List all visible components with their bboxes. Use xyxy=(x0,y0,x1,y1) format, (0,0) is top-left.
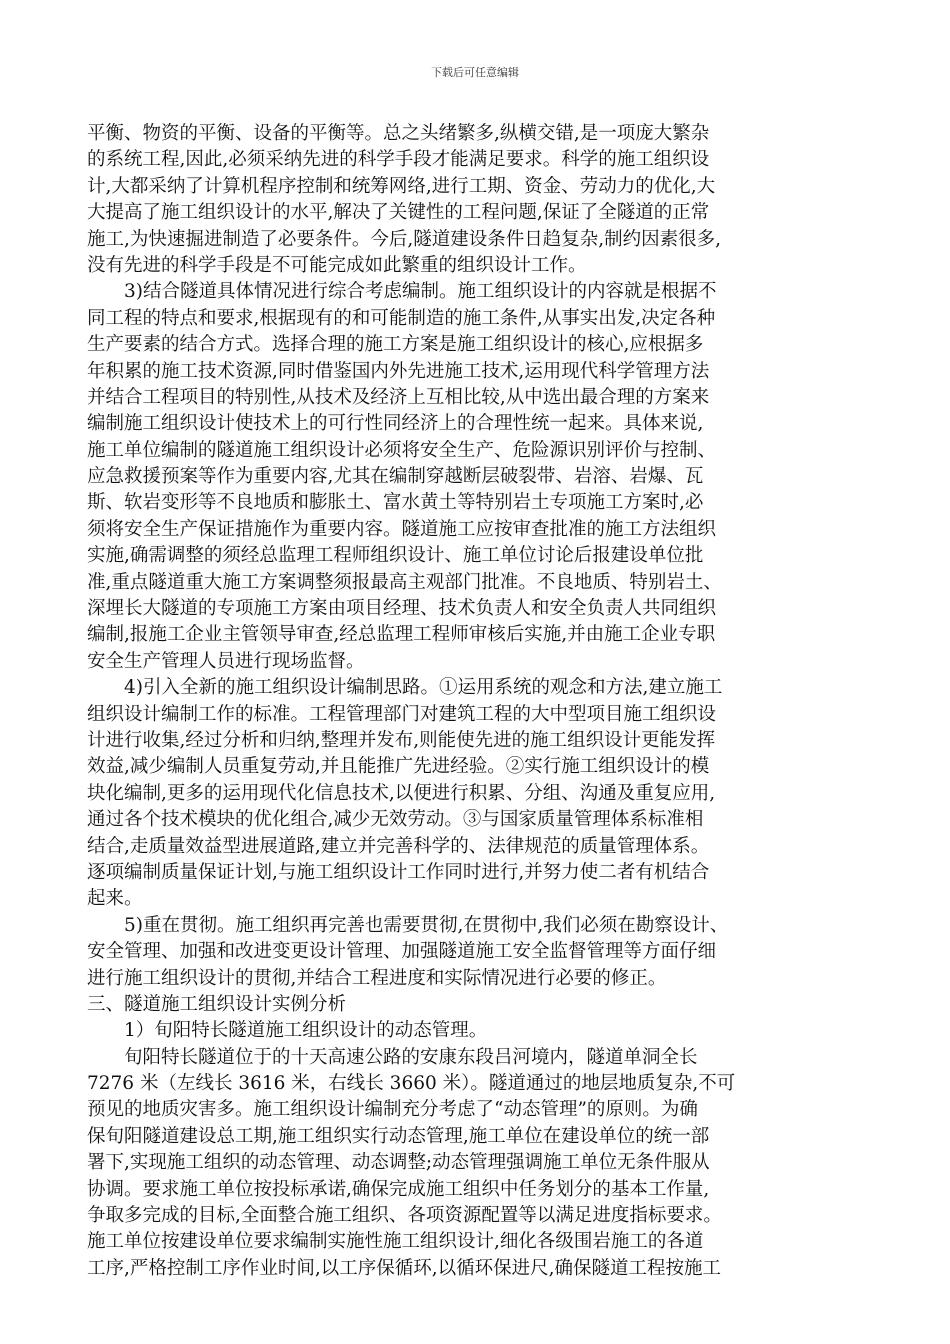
text-line: 保旬阳隧道建设总工期,施工组织实行动态管理,施工单位在建设单位的统一部 xyxy=(87,1125,710,1147)
text-line: 大提高了施工组织设计的水平,解决了关键性的工程问题,保证了全隧道的正常 xyxy=(87,202,710,224)
text-line: 安全生产管理人员进行现场监督。 xyxy=(87,650,365,672)
text-line: 计进行收集,经过分析和归纳,整理并发布,则能使先进的施工组织设计更能发挥 xyxy=(87,729,716,751)
text-line: 安全管理、加强和改进变更设计管理、加强隧道施工安全监督管理等方面仔细 xyxy=(87,941,717,963)
text-line: 1）旬阳特长隧道施工组织设计的动态管理。 xyxy=(124,1020,488,1042)
text-line: 5)重在贯彻。施工组织再完善也需要贯彻,在贯彻中,我们必须在勘察设计、 xyxy=(124,914,729,936)
text-line: 7276 米（左线长 3616 米，右线长 3660 米）。隧道通过的地层地质复杂,不可 xyxy=(87,1073,736,1095)
text-line: 进行施工组织设计的贯彻,并结合工程进度和实际情况进行必要的修正。 xyxy=(87,967,667,989)
document-body xyxy=(87,121,853,1282)
text-line: 工序,严格控制工序作业时间,以工序保循环,以循环保进尺,确保隧道工程按施工 xyxy=(87,1257,722,1279)
text-line: 块化编制,更多的运用现代化信息技术,以便进行积累、分组、沟通及重复应用, xyxy=(87,782,716,804)
text-line: 同工程的特点和要求,根据现有的和可能制造的施工条件,从事实出发,决定各种 xyxy=(87,307,716,329)
text-line: 没有先进的科学手段是不可能完成如此繁重的组织设计工作。 xyxy=(87,254,587,276)
text-line: 3)结合隧道具体情况进行综合考虑编制。施工组织设计的内容就是根据不 xyxy=(124,281,717,303)
text-line: 预见的地质灾害多。施工组织设计编制充分考虑了“动态管理”的原则。为确 xyxy=(87,1099,698,1121)
text-line: 平衡、物资的平衡、设备的平衡等。总之头绪繁多,纵横交错,是一项庞大繁杂 xyxy=(87,123,710,144)
page-header: 下载后可任意编辑 xyxy=(431,66,519,79)
text-line: 计,大都采纳了计算机程序控制和统筹网络,进行工期、资金、劳动力的优化,大 xyxy=(87,175,716,197)
text-line: 起来。 xyxy=(87,888,143,910)
text-line: 施工,为快速掘进制造了必要条件。今后,隧道建设条件日趋复杂,制约因素很多, xyxy=(87,228,722,250)
text-line: 协调。要求施工单位按投标承诺,确保完成施工组织中任务划分的基本工作量, xyxy=(87,1178,710,1200)
text-line: 争取多完成的目标,全面整合施工组织、各项资源配置等以满足进度指标要求。 xyxy=(87,1205,722,1227)
text-line: 生产要素的结合方式。选择合理的施工方案是施工组织设计的核心,应根据多 xyxy=(87,334,704,356)
text-line: 准,重点隧道重大施工方案调整须报最高主观部门批准。不良地质、特别岩土、 xyxy=(87,571,722,593)
text-line: 编制,报施工企业主管领导审查,经总监理工程师审核后实施,并由施工企业专职 xyxy=(87,624,716,646)
text-line: 施工单位编制的隧道施工组织设计必须将安全生产、危险源识别评价与控制、 xyxy=(87,439,717,461)
text-line: 逐项编制质量保证计划,与施工组织设计工作同时进行,并努力使二者有机结合 xyxy=(87,861,710,883)
text-line: 的系统工程,因此,必须采纳先进的科学手段才能满足要求。科学的施工组织设 xyxy=(87,149,710,171)
text-line: 实施,确需调整的须经总监理工程师组织设计、施工单位讨论后报建设单位批 xyxy=(87,545,704,567)
text-line: 组织设计编制工作的标准。工程管理部门对建筑工程的大中型项目施工组织设 xyxy=(87,703,717,725)
text-line: 须将安全生产保证措施作为重要内容。隧道施工应按审查批准的施工方法组织 xyxy=(87,518,717,540)
text-line: 编制施工组织设计使技术上的可行性同经济上的合理性统一起来。具体来说, xyxy=(87,413,704,435)
text-line: 通过各个技术模块的优化组合,减少无效劳动。③与国家质量管理体系标准相 xyxy=(87,809,704,831)
text-line: 深埋长大隧道的专项施工方案由项目经理、技术负责人和安全负责人共同组织 xyxy=(87,598,717,620)
text-line: 并结合工程项目的特别性,从技术及经济上互相比较,从中选出最合理的方案来 xyxy=(87,386,710,408)
text-line: 斯、软岩变形等不良地质和膨胀土、富水黄土等特别岩土专项施工方案时,必 xyxy=(87,492,704,514)
text-line: 效益,减少编制人员重复劳动,并且能推广先进经验。②实行施工组织设计的模 xyxy=(87,756,710,778)
text-line: 旬阳特长隧道位于的十天高速公路的安康东段吕河境内，隧道单洞全长 xyxy=(124,1046,698,1068)
text-line: 应急救援预案等作为重要内容,尤其在编制穿越断层破裂带、岩溶、岩爆、瓦 xyxy=(87,466,704,488)
text-line: 结合,走质量效益型进展道路,建立并完善科学的、法律规范的质量管理体系。 xyxy=(87,835,710,857)
text-line: 三、隧道施工组织设计实例分析 xyxy=(87,993,347,1015)
text-line: 署下,实现施工组织的动态管理、动态调整;动态管理强调施工单位无条件服从 xyxy=(87,1152,710,1174)
text-line: 4)引入全新的施工组织设计编制思路。①运用系统的观念和方法,建立施工 xyxy=(124,677,723,699)
text-line: 施工单位按建设单位要求编制实施性施工组织设计,细化各级围岩施工的各道 xyxy=(87,1231,704,1253)
text-line: 年积累的施工技术资源,同时借鉴国内外先进施工技术,运用现代科学管理方法 xyxy=(87,360,710,382)
